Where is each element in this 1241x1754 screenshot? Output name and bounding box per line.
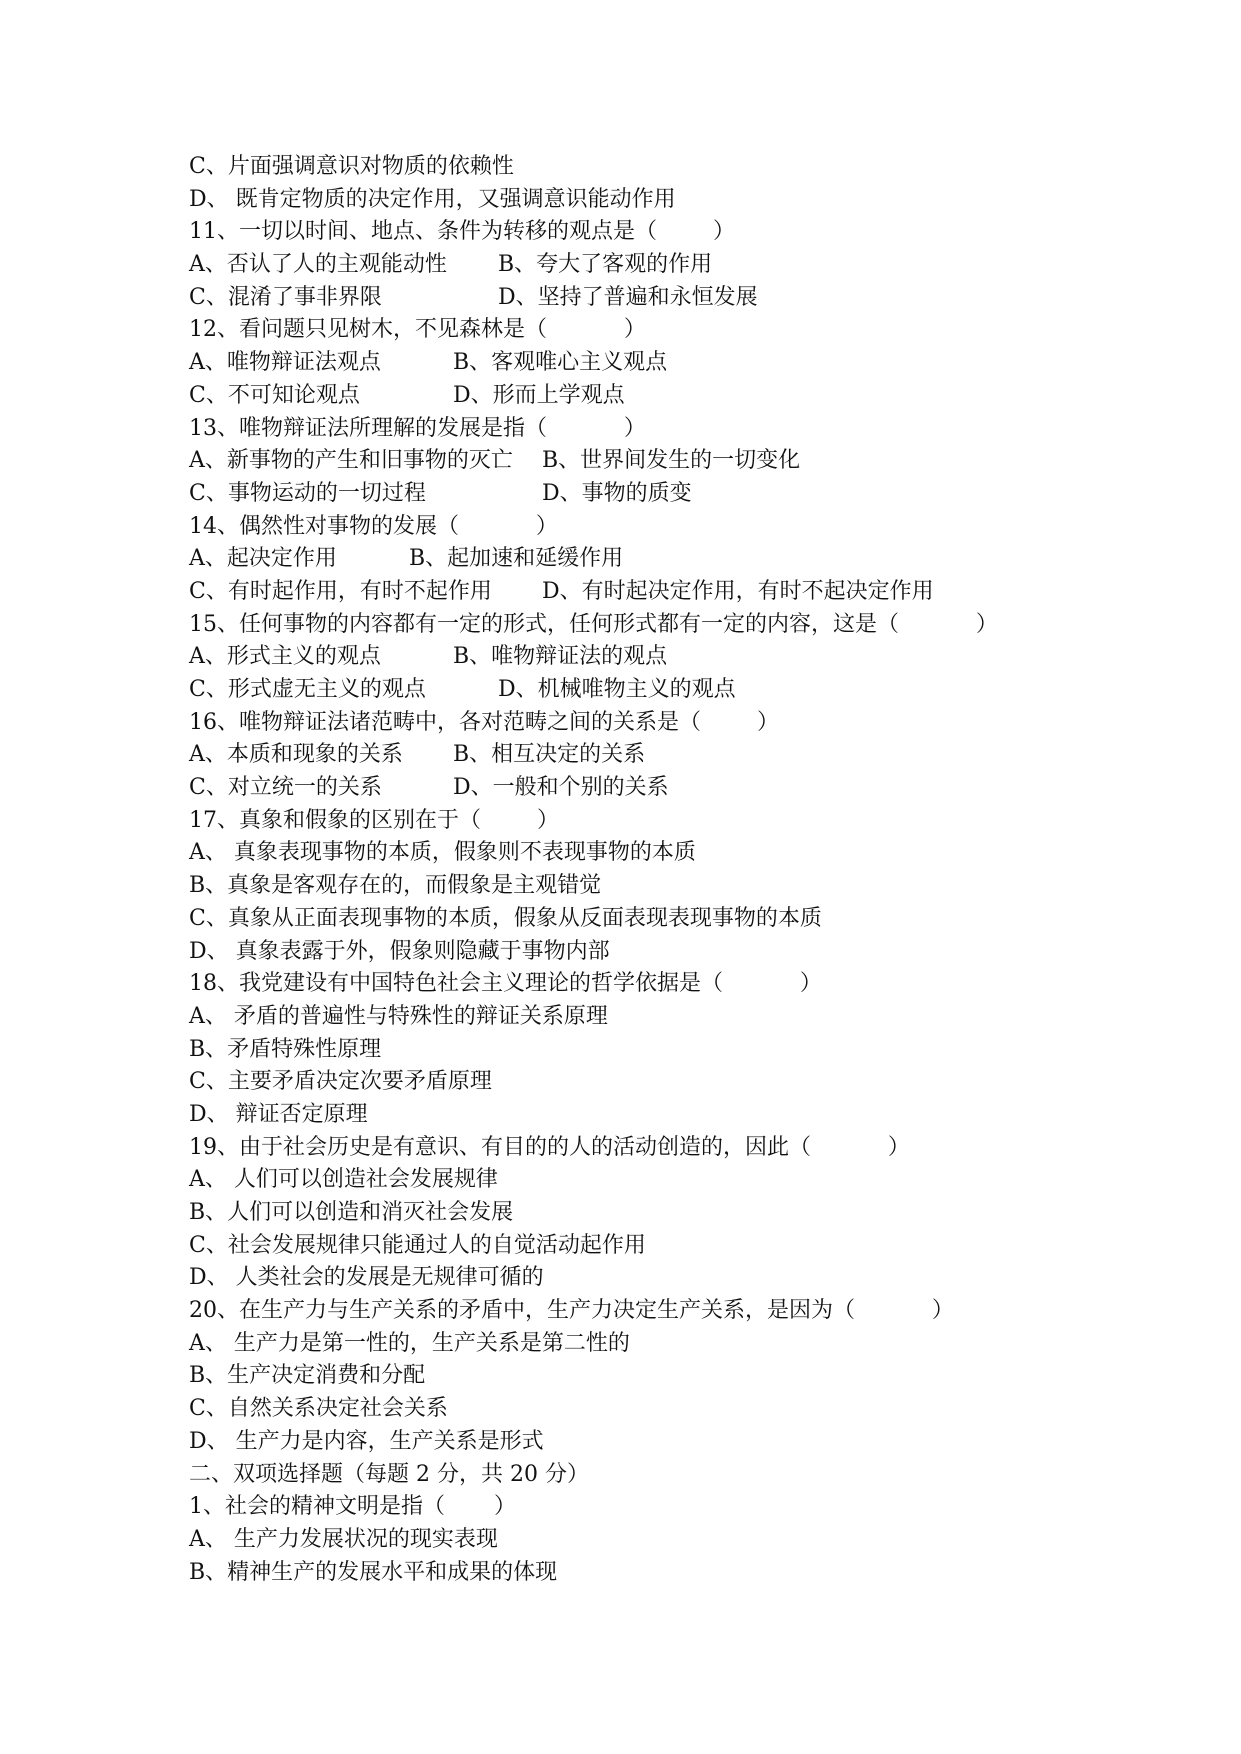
- option-16-D: D、一般和个别的关系: [453, 775, 669, 801]
- option-16-A: A、本质和现象的关系: [189, 742, 403, 768]
- option-15-B: B、唯物辩证法的观点: [453, 644, 668, 670]
- options-row-14-AB: [189, 543, 1189, 576]
- option-12-A: A、唯物辩证法观点: [189, 350, 381, 376]
- option-12-D: D、形而上学观点: [453, 382, 625, 408]
- options-row-16-AB: [189, 739, 1189, 772]
- question-19-stem: 19、由于社会历史是有意识、有目的的人的活动创造的，因此（ ）: [189, 1134, 910, 1160]
- option-13-B: B、世界间发生的一切变化: [542, 448, 801, 474]
- question-20-stem: 20、在生产力与生产关系的矛盾中，生产力决定生产关系，是因为（ ）: [189, 1298, 954, 1324]
- double-option-1-B: B、精神生产的发展水平和成果的体现: [189, 1559, 558, 1585]
- option-19-B: B、人们可以创造和消灭社会发展: [189, 1200, 514, 1225]
- options-row-16-CD: [189, 772, 1189, 805]
- double-question-1-stem: 1、社会的精神文明是指（ ）: [189, 1494, 516, 1520]
- options-row-15-CD: [189, 674, 1189, 707]
- option-20-B: B、生产决定消费和分配: [189, 1363, 426, 1389]
- option-14-D: D、有时起决定作用，有时不起决定作用: [542, 578, 934, 604]
- option-15-C: C、形式虚无主义的观点: [189, 677, 426, 702]
- option-13-D: D、事物的质变: [542, 480, 692, 506]
- option-19-D: D、 人类社会的发展是无规律可循的: [189, 1265, 544, 1291]
- option-19-A: A、 人们可以创造社会发展规律: [189, 1167, 498, 1193]
- options-row-12-CD: [189, 380, 1189, 413]
- options-row-11-AB: [189, 249, 1189, 282]
- option-10-D: D、 既肯定物质的决定作用，又强调意识能动作用: [189, 186, 676, 212]
- question-12-stem: 12、看问题只见树木，不见森林是（ ）: [189, 317, 646, 343]
- section-2-heading: 二、双项选择题（每题 2 分，共 20 分）: [189, 1461, 589, 1487]
- option-17-D: D、 真象表露于外，假象则隐藏于事物内部: [189, 938, 610, 964]
- option-19-C: C、社会发展规律只能通过人的自觉活动起作用: [189, 1232, 646, 1258]
- options-row-12-AB: [189, 347, 1189, 380]
- option-11-B: B、夸大了客观的作用: [498, 252, 713, 278]
- option-15-D: D、机械唯物主义的观点: [498, 677, 736, 702]
- option-15-A: A、形式主义的观点: [189, 644, 381, 670]
- option-11-D: D、坚持了普遍和永恒发展: [498, 284, 758, 310]
- option-11-A: A、否认了人的主观能动性: [189, 252, 447, 278]
- option-17-C: C、真象从正面表现事物的本质，假象从反面表现表现事物的本质: [189, 905, 822, 931]
- options-row-15-AB: [189, 641, 1189, 674]
- option-17-A: A、 真象表现事物的本质，假象则不表现事物的本质: [189, 840, 696, 866]
- option-18-B: B、矛盾特殊性原理: [189, 1036, 382, 1062]
- option-14-A: A、起决定作用: [189, 546, 337, 572]
- option-20-A: A、 生产力是第一性的，生产关系是第二性的: [189, 1330, 630, 1356]
- options-row-13-AB: [189, 445, 1189, 478]
- option-14-B: B、起加速和延缓作用: [409, 546, 624, 572]
- question-15-stem: 15、任何事物的内容都有一定的形式，任何形式都有一定的内容，这是（ ）: [189, 611, 998, 637]
- question-17-stem: 17、真象和假象的区别在于（ ）: [189, 807, 559, 833]
- option-17-B: B、真象是客观存在的，而假象是主观错觉: [189, 873, 602, 899]
- question-13-stem: 13、唯物辩证法所理解的发展是指（ ）: [189, 415, 646, 441]
- question-11-stem: 11、一切以时间、地点、条件为转移的观点是（ ）: [189, 219, 735, 245]
- options-row-13-CD: [189, 478, 1189, 511]
- option-16-B: B、相互决定的关系: [453, 742, 646, 768]
- option-16-C: C、对立统一的关系: [189, 775, 382, 801]
- option-20-D: D、 生产力是内容，生产关系是形式: [189, 1428, 544, 1454]
- option-12-B: B、客观唯心主义观点: [453, 350, 668, 376]
- option-18-D: D、 辩证否定原理: [189, 1101, 368, 1127]
- question-14-stem: 14、偶然性对事物的发展（ ）: [189, 513, 558, 539]
- question-18-stem: 18、我党建设有中国特色社会主义理论的哲学依据是（ ）: [189, 971, 822, 997]
- option-11-C: C、混淆了事非界限: [189, 284, 382, 310]
- option-14-C: C、有时起作用，有时不起作用: [189, 578, 492, 604]
- question-16-stem: 16、唯物辩证法诸范畴中，各对范畴之间的关系是（ ）: [189, 709, 779, 735]
- option-10-C: C、片面强调意识对物质的依赖性: [189, 154, 514, 179]
- option-18-A: A、 矛盾的普遍性与特殊性的辩证关系原理: [189, 1003, 608, 1029]
- options-row-11-CD: [189, 282, 1189, 315]
- option-13-A: A、新事物的产生和旧事物的灭亡: [189, 448, 513, 474]
- option-18-C: C、主要矛盾决定次要矛盾原理: [189, 1069, 492, 1095]
- options-row-14-CD: [189, 576, 1189, 609]
- double-option-1-A: A、 生产力发展状况的现实表现: [189, 1526, 498, 1552]
- option-13-C: C、事物运动的一切过程: [189, 480, 426, 506]
- option-20-C: C、自然关系决定社会关系: [189, 1396, 448, 1422]
- option-12-C: C、不可知论观点: [189, 382, 360, 408]
- exam-page-content: [189, 151, 1189, 1589]
